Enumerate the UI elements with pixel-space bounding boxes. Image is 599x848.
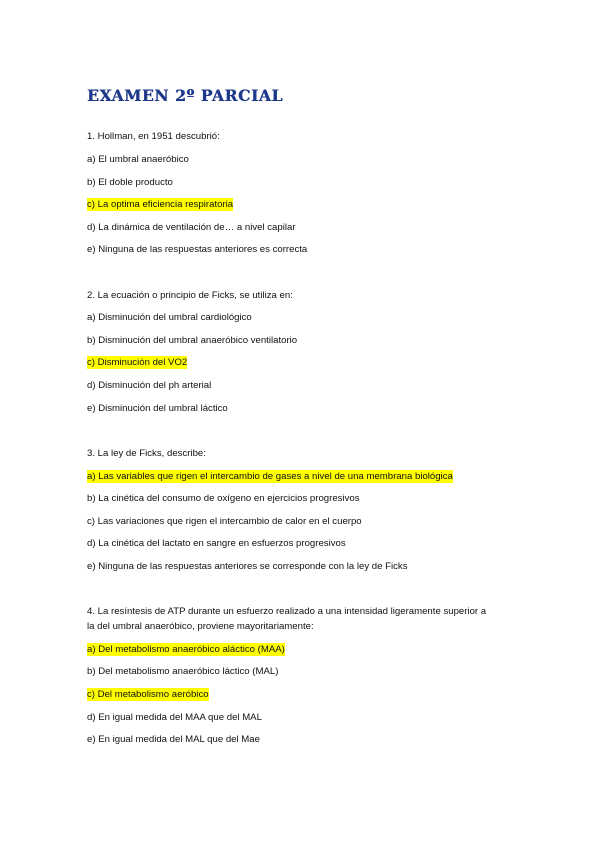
question-2-option-e: e) Disminución del umbral láctico: [87, 403, 228, 414]
question-4-stem-line-2: la del umbral anaeróbico, proviene mayoritariamente:: [87, 621, 314, 632]
question-1-option-b: b) El doble producto: [87, 177, 173, 188]
question-4-option-e: e) En igual medida del MAL que del Mae: [87, 734, 260, 745]
question-3-option-e: e) Ninguna de las respuestas anteriores se corresponde con la ley de Ficks: [87, 561, 408, 572]
highlighted-answer: a) Las variables que rigen el intercambio de gases a nivel de una membrana biológica: [87, 471, 453, 482]
highlighted-answer: a) Del metabolismo anaeróbico aláctico (MAA): [87, 644, 285, 655]
question-4-option-c: [87, 688, 209, 701]
highlighted-answer: c) Del metabolismo aeróbico: [87, 689, 209, 700]
question-1-stem: 1. Hollman, en 1951 descubrió:: [87, 131, 220, 142]
question-3-option-d: d) La cinética del lactato en sangre en esfuerzos progresivos: [87, 538, 346, 549]
question-1-option-a: a) El umbral anaeróbico: [87, 154, 189, 165]
question-4-stem-line-1: 4. La resíntesis de ATP durante un esfuerzo realizado a una intensidad ligeramente superior a: [87, 606, 487, 617]
question-1-option-c: [87, 198, 233, 211]
question-3-stem: 3. La ley de Ficks, describe:: [87, 448, 206, 459]
question-4-option-a: [87, 643, 285, 656]
question-1-option-e: e) Ninguna de las respuestas anteriores es correcta: [87, 244, 308, 255]
question-2-stem: 2. La ecuación o principio de Ficks, se utiliza en:: [87, 290, 293, 301]
question-2-option-a: a) Disminución del umbral cardiológico: [87, 312, 252, 323]
question-2-option-c: [87, 356, 187, 369]
highlighted-answer: c) La optima eficiencia respiratoria: [87, 199, 234, 210]
highlighted-answer: c) Disminución del VO2: [87, 357, 188, 368]
question-3-option-a: [87, 470, 453, 483]
question-3-option-c: c) Las variaciones que rigen el intercambio de calor en el cuerpo: [87, 516, 362, 527]
question-3-option-b: b) La cinética del consumo de oxígeno en ejercicios progresivos: [87, 493, 360, 504]
question-1-option-d: d) La dinámica de ventilación de… a nivel capilar: [87, 222, 296, 233]
question-4-option-b: b) Del metabolismo anaeróbico láctico (MAL): [87, 666, 279, 677]
page-title: EXAMEN 2º PARCIAL: [87, 86, 283, 105]
question-4-option-d: d) En igual medida del MAA que del MAL: [87, 712, 262, 723]
question-2-option-b: b) Disminución del umbral anaeróbico ventilatorio: [87, 335, 298, 346]
question-2-option-d: d) Disminución del ph arterial: [87, 380, 212, 391]
